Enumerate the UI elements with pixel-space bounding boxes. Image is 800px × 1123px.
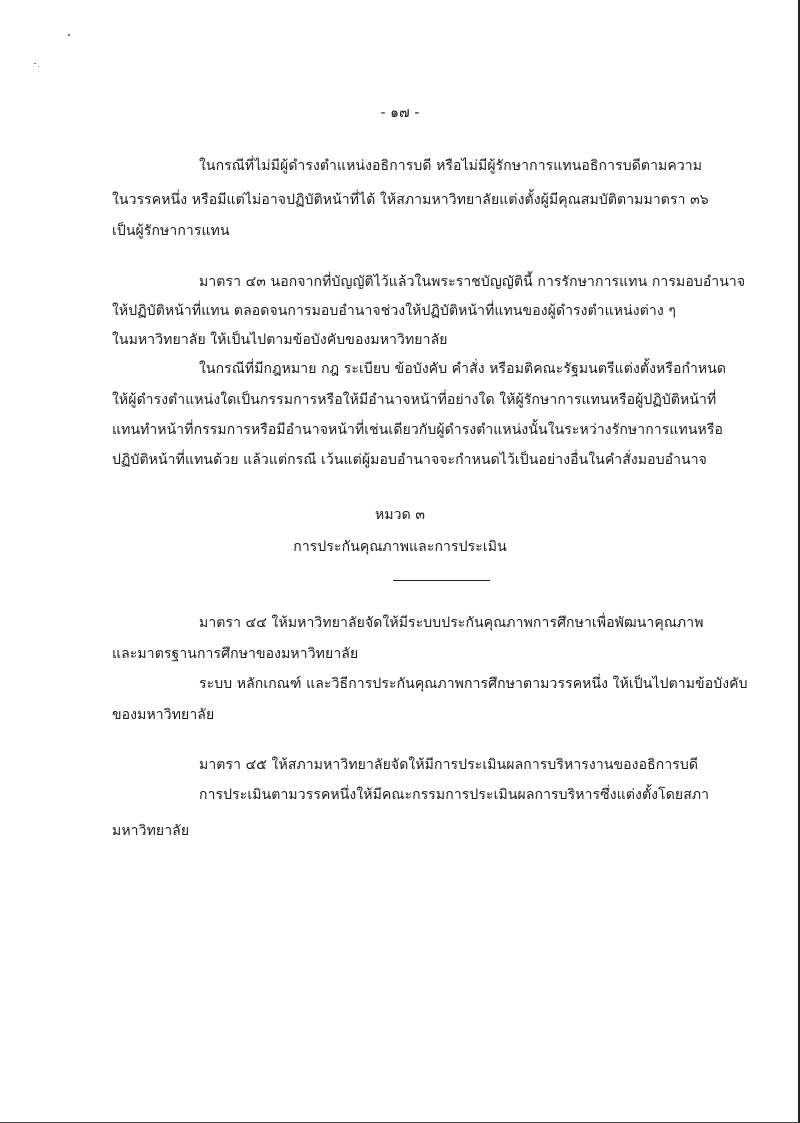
scan-speck <box>34 63 36 64</box>
scan-speck <box>38 66 39 67</box>
paragraph-line: ให้ผู้ดำรงตำแหน่งใดเป็นกรรมการหรือให้มีอำนาจหน้าที่อย่างใด ให้ผู้รักษาการแทนหรือผู้ปฏิบัติหน้าที่ <box>112 392 717 408</box>
paragraph-line: ในมหาวิทยาลัย ให้เป็นไปตามข้อบังคับของมหาวิทยาลัย <box>112 332 448 348</box>
paragraph-line: มหาวิทยาลัย <box>112 823 190 839</box>
paragraph-line: ในวรรคหนึ่ง หรือมีแต่ไม่อาจปฏิบัติหน้าที่ได้ ให้สภามหาวิทยาลัยแต่งตั้งผู้มีคุณสมบัติตามมาตรา ๓๖ <box>112 192 709 208</box>
paragraph-line: ในกรณีที่มีกฎหมาย กฎ ระเบียบ ข้อบังคับ คำสั่ง หรือมติคณะรัฐมนตรีแต่งตั้งหรือกำหนด <box>199 361 727 377</box>
paragraph-line: เป็นผู้รักษาการแทน <box>112 223 230 239</box>
scan-speck <box>68 34 70 36</box>
chapter-title: การประกันคุณภาพและการประเมิน <box>293 539 507 555</box>
paragraph-line: ปฏิบัติหน้าที่แทนด้วย แล้วแต่กรณี เว้นแต่ผู้มอบอำนาจจะกำหนดไว้เป็นอย่างอื่นในคำสั่งมอบอำนาจ <box>112 452 707 468</box>
page-number: - ๑๗ - <box>380 105 420 121</box>
section-43-heading-line: มาตรา ๔๓ นอกจากที่บัญญัติไว้แล้วในพระราชบัญญัตินี้ การรักษาการแทน การมอบอำนาจ <box>199 274 746 290</box>
chapter-divider <box>393 580 490 581</box>
chapter-number: หมวด ๓ <box>374 507 426 523</box>
section-44-heading-line: มาตรา ๔๔ ให้มหาวิทยาลัยจัดให้มีระบบประกันคุณภาพการศึกษาเพื่อพัฒนาคุณภาพ <box>199 615 704 631</box>
paragraph-line: ให้ปฏิบัติหน้าที่แทน ตลอดจนการมอบอำนาจช่วงให้ปฏิบัติหน้าที่แทนของผู้ดำรงตำแหน่งต่าง ๆ <box>112 303 676 319</box>
paragraph-line: แทนทำหน้าที่กรรมการหรือมีอำนาจหน้าที่เช่นเดียวกับผู้ดำรงตำแหน่งนั้นในระหว่างรักษาการแทนหรือ <box>112 422 723 438</box>
paragraph-line: และมาตรฐานการศึกษาของมหาวิทยาลัย <box>112 646 359 662</box>
paragraph-line: ในกรณีที่ไม่มีผู้ดำรงตำแหน่งอธิการบดี หรือไม่มีผู้รักษาการแทนอธิการบดีตามความ <box>199 158 703 174</box>
paragraph-line: ของมหาวิทยาลัย <box>112 707 215 723</box>
paragraph-line: ระบบ หลักเกณฑ์ และวิธีการประกันคุณภาพการศึกษาตามวรรคหนึ่ง ให้เป็นไปตามข้อบังคับ <box>199 676 748 692</box>
section-45-heading-line: มาตรา ๔๕ ให้สภามหาวิทยาลัยจัดให้มีการประเมินผลการบริหารงานของอธิการบดี <box>199 757 699 773</box>
paragraph-line: การประเมินตามวรรคหนึ่งให้มีคณะกรรมการประเมินผลการบริหารซึ่งแต่งตั้งโดยสภา <box>199 787 710 803</box>
